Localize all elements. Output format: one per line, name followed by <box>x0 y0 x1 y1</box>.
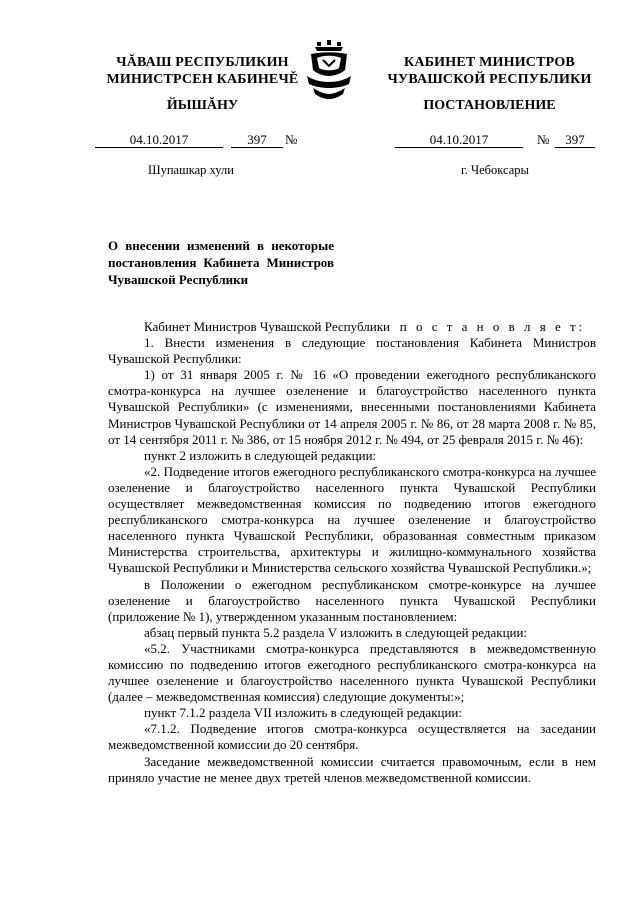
header-right-line1: КАБИНЕТ МИНИСТРОВ <box>404 55 575 70</box>
right-date-number-line <box>395 132 600 148</box>
header-left-line1: ЧĂВАШ РЕСПУБЛИКИН <box>116 55 289 70</box>
document-subject: О внесении изменений в некоторые постановления Кабинета Министров Чувашской Республики <box>108 238 334 287</box>
left-date-number-line <box>95 132 310 148</box>
intro-verb: п о с т а н о в л я е т: <box>399 319 586 334</box>
left-number-sign: № <box>285 132 298 147</box>
body-paragraph: «7.1.2. Подведение итогов смотра-конкурса осуществляется на заседании межведомственной комиссии до 20 сентября. <box>108 721 596 753</box>
intro-text: Кабинет Министров Чувашской Республики <box>144 319 390 334</box>
body-paragraph: пункт 2 изложить в следующей редакции: <box>144 447 377 463</box>
body-paragraph: в Положении о ежегодном республиканском смотре-конкурсе на лучшее озеленение и благоустройство населенного пункта Чувашской Республики (приложение № 1), утвержденном указанным постановлением: <box>108 576 596 624</box>
header-right <box>382 54 597 88</box>
body-paragraph: Заседание межведомственной комиссии считается правомочным, если в нем приняло участие не менее двух третей членов межведомственной комиссии. <box>108 753 596 785</box>
left-place: Шупашкар хули <box>148 163 234 177</box>
body-paragraph: «2. Подведение итогов ежегодного республиканского смотра-конкурса на лучшее озеленение и благоустройство населенного пункта Чувашской Республики осуществляет межведомственная комиссия по подведению итогов ежегодного республиканского смотра-конкурса на лучшее озеленение и благоустройство населенного пункта Чувашской Республики, образованная совместным приказом Министерства строительства, архитектуры и жилищно-коммунального хозяйства Чувашской Республики и Министерства сельского хозяйства Чувашской Республики.»; <box>108 463 596 576</box>
header-left-line2: МИНИСТРСЕН КАБИНЕЧĚ <box>106 72 299 87</box>
left-number: 397 <box>231 132 283 148</box>
body-paragraph: пункт 7.1.2 раздела VII изложить в следующей редакции: <box>144 705 462 721</box>
left-date: 04.10.2017 <box>95 132 223 148</box>
body-paragraph: «5.2. Участниками смотра-конкурса представляются в межведомственную комиссию по подведению итогов ежегодного республиканского смотра-конкурса на лучшее озеленение и благоустройство населенного пункта Чувашской Республики (далее – межведомственная комиссия) следующие документы:»; <box>108 640 596 705</box>
header-left <box>95 54 310 88</box>
document-body <box>108 319 596 786</box>
header-right-line2: ЧУВАШСКОЙ РЕСПУБЛИКИ <box>387 72 592 87</box>
body-intro <box>108 319 596 335</box>
chuvash-coat-of-arms-icon <box>303 40 355 102</box>
right-number-sign: № <box>537 132 550 147</box>
body-paragraph: 1) от 31 января 2005 г. № 16 «О проведении ежегодного республиканского смотра-конкурса на лучшее озеленение и благоустройство населенного пункта Чувашской Республики» (с изменениями, внесенными постановлениями Кабинета Министров Чувашской Республики от 14 апреля 2005 г. № 86, от 28 марта 2008 г. № 85, от 14 сентября 2011 г. № 386, от 15 ноября 2012 г. № 494, от 25 февраля 2015 г. № 46): <box>108 367 596 447</box>
document-kind-right: ПОСТАНОВЛЕНИЕ <box>423 98 556 113</box>
right-place: г. Чебоксары <box>461 163 529 177</box>
right-date: 04.10.2017 <box>395 132 523 148</box>
body-paragraph: 1. Внести изменения в следующие постановления Кабинета Министров Чувашской Республики: <box>108 335 596 367</box>
right-number: 397 <box>555 132 595 148</box>
document-kind-left: ЙЫШĂНУ <box>166 98 239 113</box>
body-paragraph: абзац первый пункта 5.2 раздела V изложить в следующей редакции: <box>144 624 528 640</box>
